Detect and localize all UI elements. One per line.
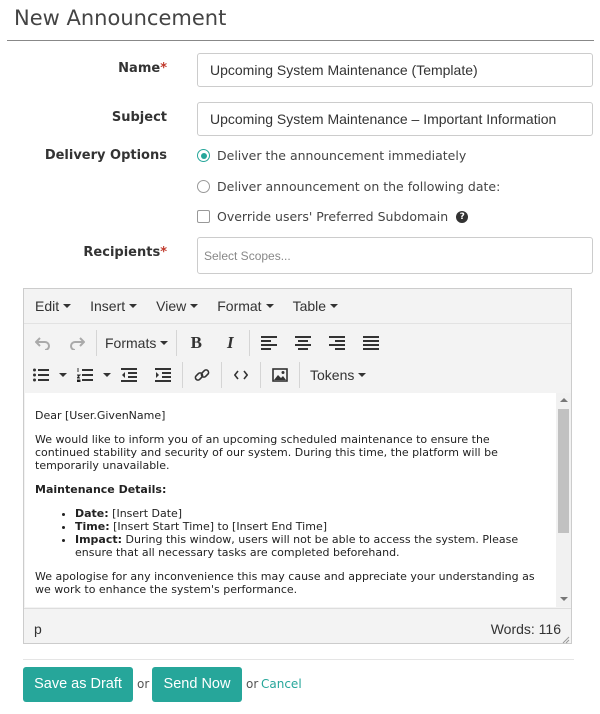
send-now-button[interactable]: Send Now	[152, 667, 242, 702]
chevron-down-icon	[129, 304, 137, 308]
resize-handle-icon[interactable]	[562, 636, 570, 644]
intro-paragraph: We would like to inform you of an upcoming scheduled maintenance to ensure the continued stability and security of our system. During this time, the platform will be temporarily unavailable.	[35, 433, 498, 472]
chevron-down-icon	[330, 304, 338, 308]
tokens-dropdown[interactable]: Tokens	[302, 360, 374, 390]
chevron-down-icon	[103, 373, 111, 377]
menu-edit[interactable]: Edit	[35, 298, 71, 314]
scroll-thumb[interactable]	[558, 409, 569, 533]
greeting-paragraph: Dear [User.GivenName]	[35, 409, 166, 422]
editor-statusbar	[24, 608, 571, 645]
editor-toolbar-row-2	[24, 359, 571, 391]
delivery-options-label: Delivery Options	[44, 148, 167, 163]
link-icon[interactable]	[185, 360, 219, 390]
align-right-icon[interactable]	[320, 328, 354, 358]
details-heading: Maintenance Details:	[35, 483, 167, 496]
align-justify-icon[interactable]	[354, 328, 388, 358]
bullet-list-icon[interactable]	[28, 360, 54, 390]
menu-format[interactable]: Format	[217, 298, 273, 314]
chevron-down-icon	[160, 341, 168, 345]
chevron-down-icon	[63, 304, 71, 308]
radio-scheduled[interactable]	[197, 180, 210, 193]
formats-dropdown[interactable]: Formats	[99, 328, 174, 358]
editor-scrollbar[interactable]	[556, 393, 571, 607]
editor-content[interactable]	[25, 393, 556, 607]
editor-toolbar-row-1	[24, 327, 571, 359]
list-item: • Time: [Insert Start Time] to [Insert End Time]	[75, 520, 546, 533]
name-input[interactable]: Upcoming System Maintenance (Template)	[197, 53, 593, 87]
or-text: or	[137, 677, 150, 691]
menu-insert[interactable]: Insert	[90, 298, 137, 314]
footer-divider	[23, 659, 574, 660]
menu-view[interactable]: View	[156, 298, 198, 314]
word-count: Words: 116	[490, 621, 561, 637]
toolbar-separator	[182, 362, 183, 388]
name-label: Name*	[118, 61, 167, 76]
toolbar-separator	[221, 362, 222, 388]
undo-icon[interactable]	[26, 328, 60, 358]
chevron-down-icon	[266, 304, 274, 308]
element-path[interactable]: p	[34, 621, 42, 637]
title-divider	[7, 40, 594, 41]
indent-icon[interactable]	[146, 360, 180, 390]
toolbar-separator	[249, 330, 250, 356]
toolbar-separator	[260, 362, 261, 388]
scroll-up-icon[interactable]	[560, 398, 568, 402]
subject-input[interactable]: Upcoming System Maintenance – Important Information	[197, 102, 593, 136]
delivery-immediate-option[interactable]: Deliver the announcement immediately	[197, 148, 466, 163]
list-item: • Impact: During this window, users will not be able to access the system. Please ensure that all necessary tasks are completed beforehand.	[75, 533, 546, 559]
details-list	[35, 507, 546, 559]
align-left-icon[interactable]	[252, 328, 286, 358]
chevron-down-icon	[358, 373, 366, 377]
chevron-down-icon	[59, 373, 67, 377]
cancel-link[interactable]: Cancel	[261, 677, 302, 691]
delivery-scheduled-option[interactable]: Deliver announcement on the following date:	[197, 179, 500, 194]
toolbar-separator	[176, 330, 177, 356]
override-subdomain-option[interactable]: Override users' Preferred Subdomain ?	[197, 209, 468, 224]
chevron-down-icon	[190, 304, 198, 308]
numbered-list-options[interactable]	[98, 360, 112, 390]
help-icon[interactable]: ?	[456, 211, 468, 223]
numbered-list-icon[interactable]	[72, 360, 98, 390]
code-icon[interactable]	[224, 360, 258, 390]
page-title: New Announcement	[14, 6, 227, 30]
menu-table[interactable]: Table	[293, 298, 338, 314]
toolbar-separator	[96, 330, 97, 356]
scroll-down-icon[interactable]	[560, 597, 568, 601]
override-subdomain-checkbox[interactable]	[197, 210, 210, 223]
italic-icon[interactable]: I	[227, 333, 234, 352]
recipients-scope-select[interactable]: Select Scopes...	[197, 237, 593, 274]
list-item: • Date: [Insert Date]	[75, 507, 546, 520]
bullet-list-options[interactable]	[54, 360, 68, 390]
or-text: or	[246, 677, 259, 691]
rich-text-editor	[23, 288, 572, 644]
radio-immediate[interactable]	[197, 149, 210, 162]
closing-paragraph: We apologise for any inconvenience this may cause and appreciate your understanding as we work to enhance the system's performance.	[35, 570, 535, 596]
editor-menubar	[24, 289, 571, 324]
redo-icon[interactable]	[60, 328, 94, 358]
save-as-draft-button[interactable]: Save as Draft	[23, 667, 133, 702]
bold-icon[interactable]: B	[190, 333, 203, 352]
outdent-icon[interactable]	[112, 360, 146, 390]
subject-label: Subject	[111, 110, 167, 125]
align-center-icon[interactable]	[286, 328, 320, 358]
image-icon[interactable]	[263, 360, 297, 390]
toolbar-separator	[299, 362, 300, 388]
recipients-label: Recipients*	[83, 245, 167, 260]
